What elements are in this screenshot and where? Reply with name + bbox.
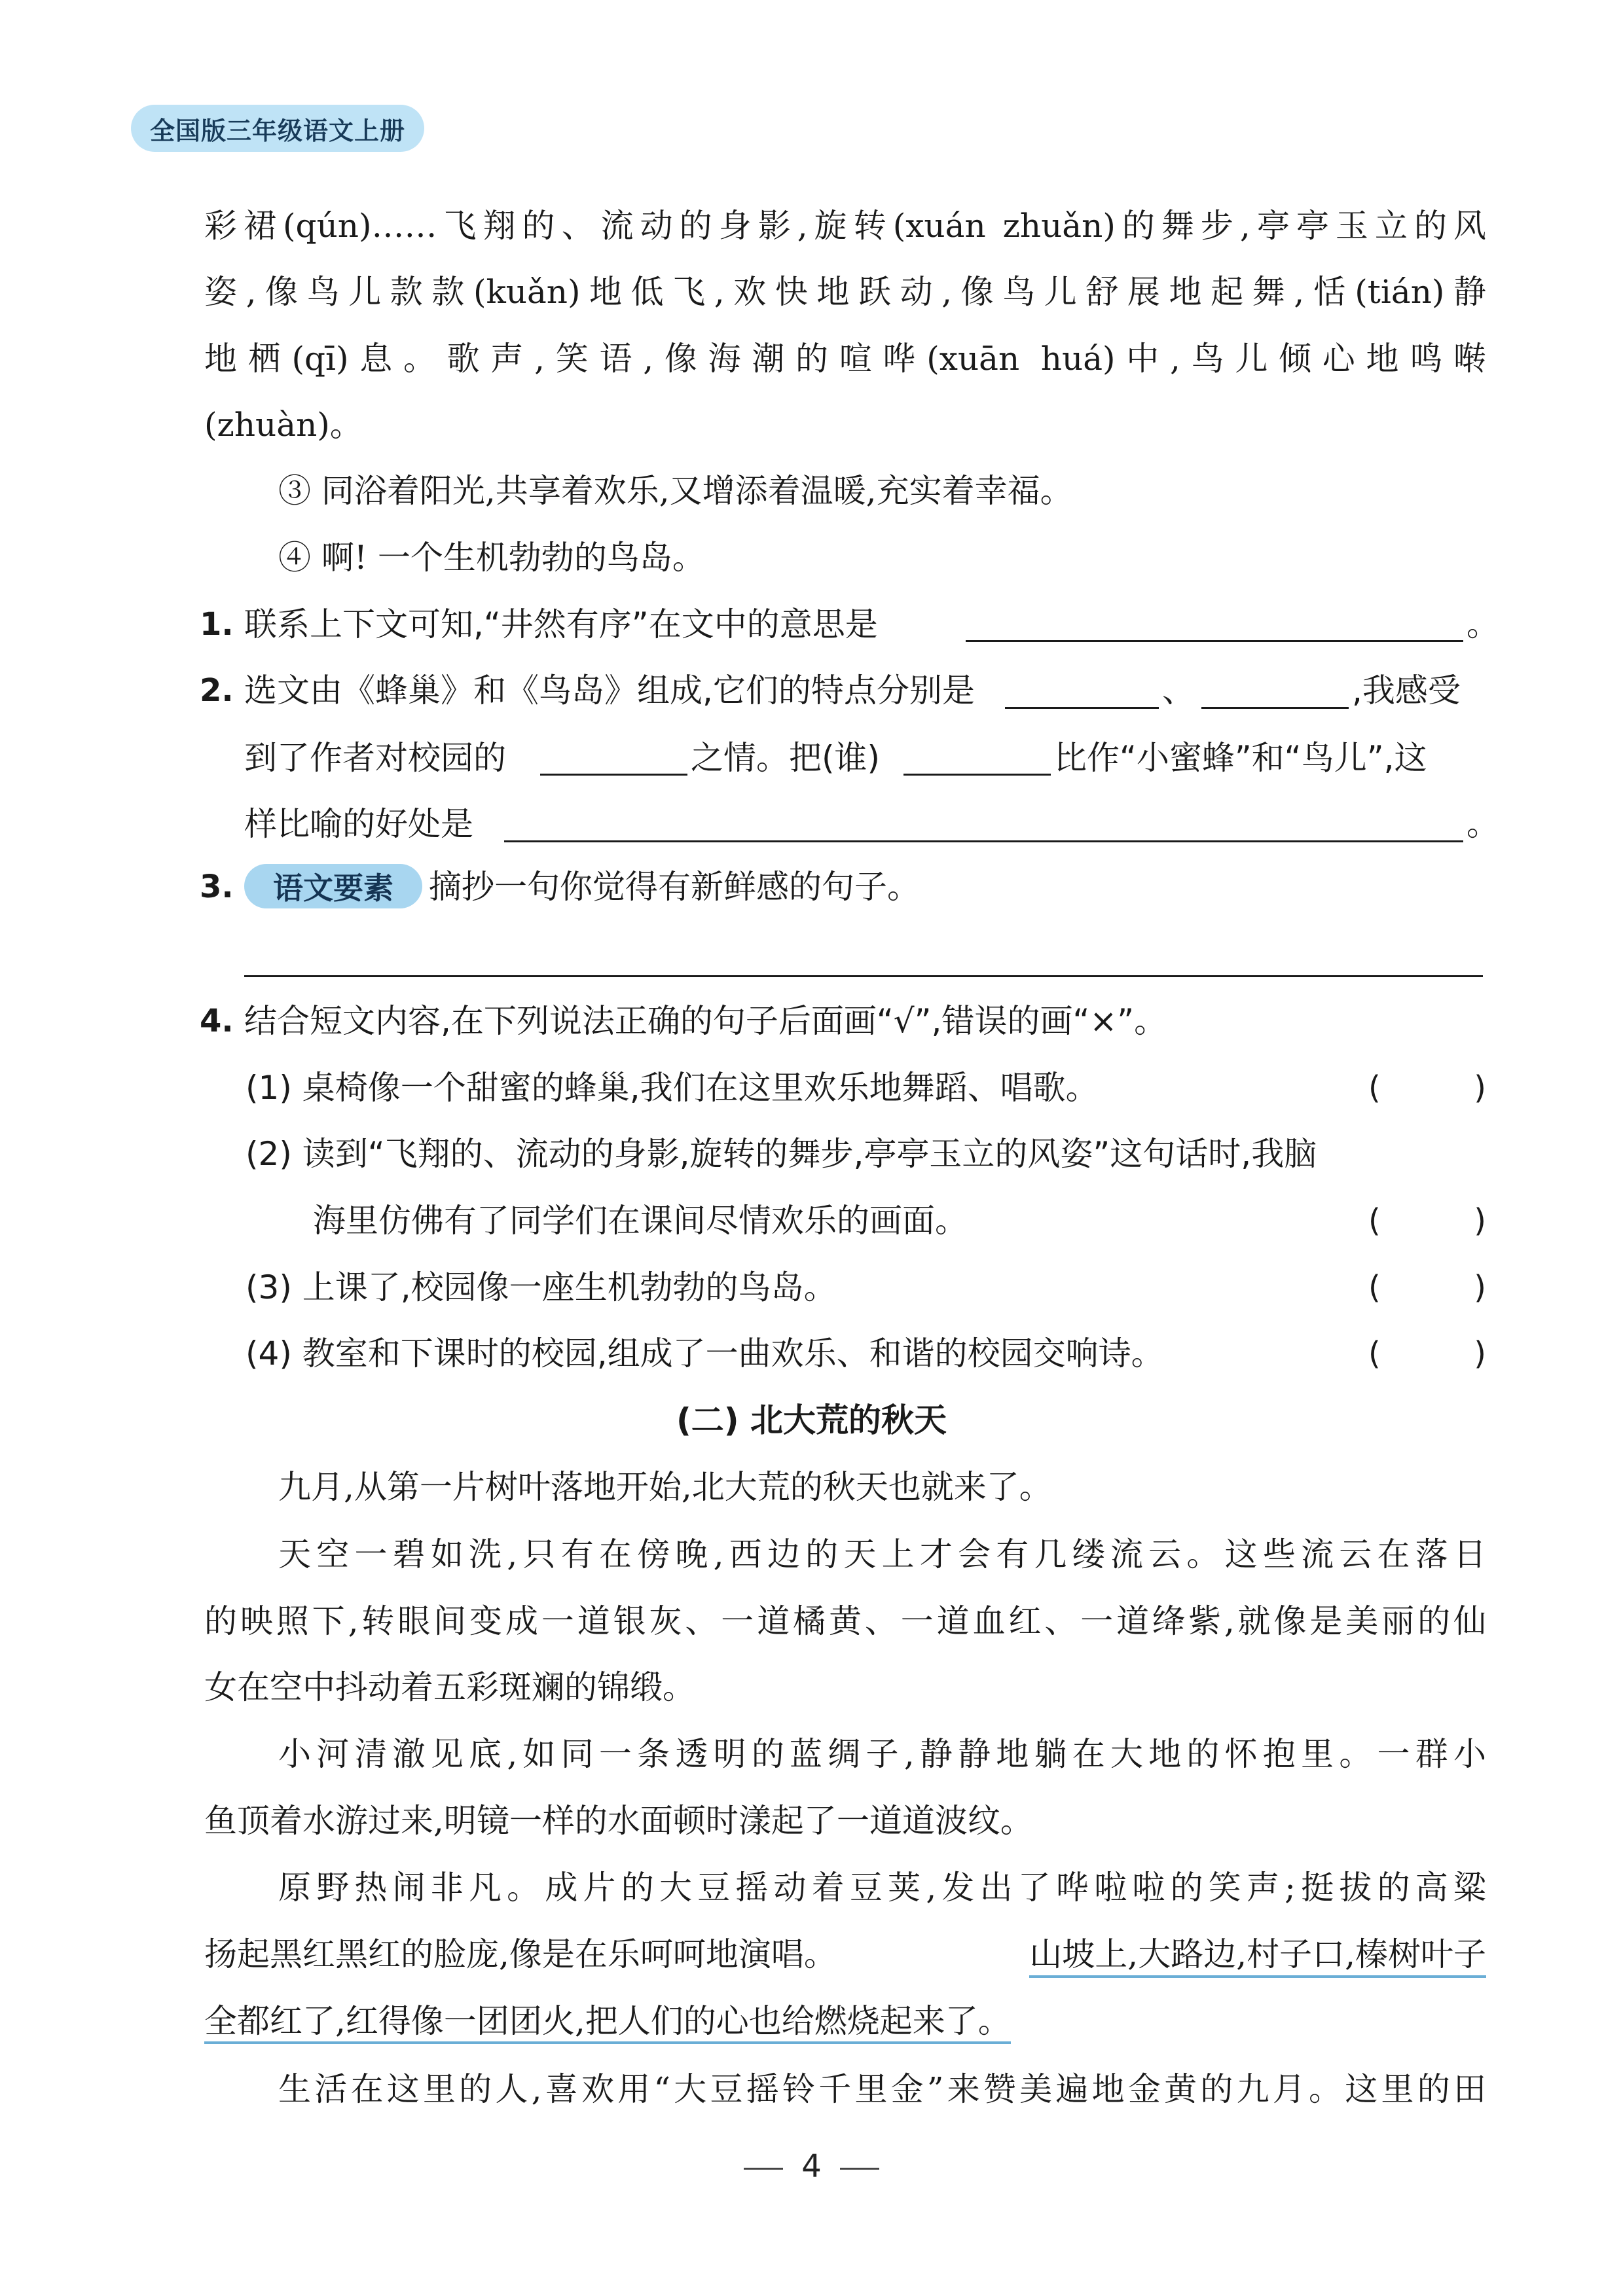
answer-blank[interactable] <box>966 640 1463 642</box>
period: 。 <box>1467 605 1499 643</box>
statement-item: (3) 上课了,校园像一座生机勃勃的鸟岛。 <box>246 1268 837 1306</box>
question-2-text: 选文由《蜂巢》和《鸟岛》组成,它们的特点分别是 <box>244 672 975 709</box>
answer-parentheses[interactable]: ( ) <box>1368 1269 1486 1306</box>
passage-line: 女在空中抖动着五彩斑斓的锦缎。 <box>204 1668 695 1706</box>
question-2-text: 比作“小蜜蜂”和“鸟儿”,这 <box>1054 739 1427 777</box>
underlined-sentence: 山坡上,大路边,村子口,榛树叶子 <box>1029 1935 1486 1978</box>
statement-item: (4) 教室和下课时的校园,组成了一曲欢乐、和谐的校园交响诗。 <box>246 1335 1164 1372</box>
page-number-value: 4 <box>801 2148 822 2185</box>
question-number: 4. <box>200 1003 234 1039</box>
period: 。 <box>1467 805 1499 843</box>
dash-decoration <box>744 2168 783 2170</box>
question-1-text: 联系上下文可知,“井然有序”在文中的意思是 <box>244 605 878 643</box>
passage-line: (zhuàn)。 <box>204 406 363 444</box>
answer-blank[interactable] <box>504 840 1463 842</box>
answer-blank[interactable] <box>903 774 1051 776</box>
statement-item: (1) 桌椅像一个甜蜜的蜂巢,我们在这里欢乐地舞蹈、唱歌。 <box>246 1069 1099 1107</box>
passage-line: ④ 啊! 一个生机勃勃的鸟岛。 <box>278 539 705 577</box>
page-number <box>0 2147 1623 2186</box>
answer-parentheses[interactable]: ( ) <box>1368 1202 1486 1239</box>
answer-blank[interactable] <box>1201 707 1349 709</box>
answer-parentheses[interactable]: ( ) <box>1368 1335 1486 1372</box>
question-number: 1. <box>200 606 234 643</box>
separator: 、 <box>1162 672 1195 709</box>
passage-line: ③ 同浴着阳光,共享着欢乐,又增添着温暖,充实着幸福。 <box>278 472 1073 510</box>
passage-text: 扬起黑红黑红的脸庞,像是在乐呵呵地演唱。 <box>204 1935 837 1973</box>
passage-line: 天空一碧如洗,只有在傍晚,西边的天上才会有几缕流云。这些流云在落日 <box>278 1535 1486 1573</box>
question-2-text: 之情。把(谁) <box>691 739 881 777</box>
passage-line: 彩裙(qún)……飞翔的、流动的身影,旋转(xuán zhuǎn)的舞步,亭亭玉立的风 <box>204 207 1486 245</box>
question-number: 3. <box>200 869 234 905</box>
statement-item: (2) 读到“飞翔的、流动的身影,旋转的舞步,亭亭玉立的风姿”这句话时,我脑 <box>246 1135 1317 1173</box>
question-2-text: 到了作者对校园的 <box>244 739 506 777</box>
answer-parentheses[interactable]: ( ) <box>1368 1069 1486 1106</box>
answer-line[interactable] <box>244 975 1483 977</box>
passage-line: 鱼顶着水游过来,明镜一样的水面顿时漾起了一道道波纹。 <box>204 1802 1033 1840</box>
question-2-text: ,我感受 <box>1352 672 1461 709</box>
chinese-element-tag: 语文要素 <box>244 864 422 908</box>
question-2-text: 样比喻的好处是 <box>244 805 473 843</box>
underlined-sentence: 全都红了,红得像一团团火,把人们的心也给燃烧起来了。 <box>204 2002 1011 2044</box>
answer-blank[interactable] <box>1005 707 1159 709</box>
passage-line <box>204 1935 1486 1978</box>
passage-line: 九月,从第一片树叶落地开始,北大荒的秋天也就来了。 <box>278 1468 1052 1506</box>
passage-line: 小河清澈见底,如同一条透明的蓝绸子,静静地躺在大地的怀抱里。一群小 <box>278 1735 1486 1773</box>
passage-line: 姿,像鸟儿款款(kuǎn)地低飞,欢快地跃动,像鸟儿舒展地起舞,恬(tián)静 <box>204 273 1486 311</box>
question-4-text: 结合短文内容,在下列说法正确的句子后面画“√”,错误的画“×”。 <box>244 1002 1167 1040</box>
passage-line: 生活在这里的人,喜欢用“大豆摇铃千里金”来赞美遍地金黄的九月。这里的田 <box>278 2070 1486 2108</box>
question-3-text: 摘抄一句你觉得有新鲜感的句子。 <box>429 868 920 906</box>
passage-line: 的映照下,转眼间变成一道银灰、一道橘黄、一道血红、一道绛紫,就像是美丽的仙 <box>204 1602 1486 1640</box>
book-series-badge: 全国版三年级语文上册 <box>131 105 424 152</box>
passage-line: 原野热闹非凡。成片的大豆摇动着豆荚,发出了哗啦啦的笑声;挺拔的高粱 <box>278 1869 1486 1907</box>
question-number: 2. <box>200 672 234 709</box>
answer-blank[interactable] <box>540 774 687 776</box>
dash-decoration <box>840 2168 879 2170</box>
passage-line: 地栖(qī)息。歌声,笑语,像海潮的喧哗(xuān huá)中,鸟儿倾心地鸣啭 <box>204 340 1486 378</box>
statement-item: 海里仿佛有了同学们在课间尽情欢乐的画面。 <box>313 1202 968 1240</box>
section-title: (二) 北大荒的秋天 <box>676 1401 947 1439</box>
passage-line <box>204 2001 1486 2041</box>
